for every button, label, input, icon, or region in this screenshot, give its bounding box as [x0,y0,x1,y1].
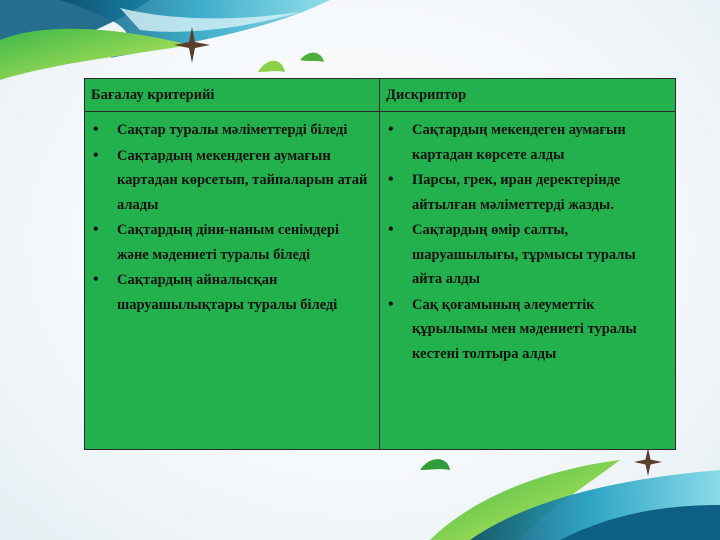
header-descriptor: Дискриптор [380,79,675,112]
list-item [91,268,371,317]
list-item [91,218,371,267]
bullet-icon: • [388,171,394,188]
descriptor-text: Сақтардың өмір салты, шаруашылығы, тұрмысы туралы айта алды [412,222,636,287]
bullet-icon: • [93,146,99,164]
criteria-list [91,118,371,317]
descriptor-list [386,118,667,366]
criteria-text: Сақтар туралы мәліметтерді біледі [117,122,348,138]
descriptor-cell [380,112,675,449]
list-item [386,218,667,292]
list-item [386,293,667,367]
descriptor-text: Парсы, грек, иран деректерінде айтылған мәліметтерді жазды. [412,172,621,213]
criteria-text: Сақтардың діни-наным сенімдері және мәдениеті туралы біледі [117,222,339,263]
leaf-icon [258,61,285,72]
criteria-cell [85,112,380,449]
star-icon [634,448,662,476]
bullet-icon: • [388,221,394,238]
criteria-text: Сақтардың мекендеген аумағын картадан көрсетып, тайпаларын атай алады [117,147,368,213]
leaf-icon [420,459,450,470]
list-item [386,168,667,217]
list-item [91,118,371,143]
list-item [91,144,371,218]
header-criteria: Бағалау критерийі [85,79,380,112]
bullet-icon: • [388,121,394,138]
list-item [386,118,667,167]
criteria-text: Сақтардың айналысқан шаруашылықтары туралы біледі [117,272,338,313]
bullet-icon: • [93,271,99,288]
leaf-icon [300,53,324,62]
assessment-table [84,78,676,450]
descriptor-text: Сақтардың мекендеген аумағын картадан көрсете алды [412,122,626,163]
bullet-icon: • [93,121,99,138]
bullet-icon: • [388,295,394,313]
bullet-icon: • [93,221,99,238]
descriptor-text: Сақ қоғамының әлеуметтік құрылымы мен мәдениеті туралы кестені толтыра алды [412,296,637,362]
